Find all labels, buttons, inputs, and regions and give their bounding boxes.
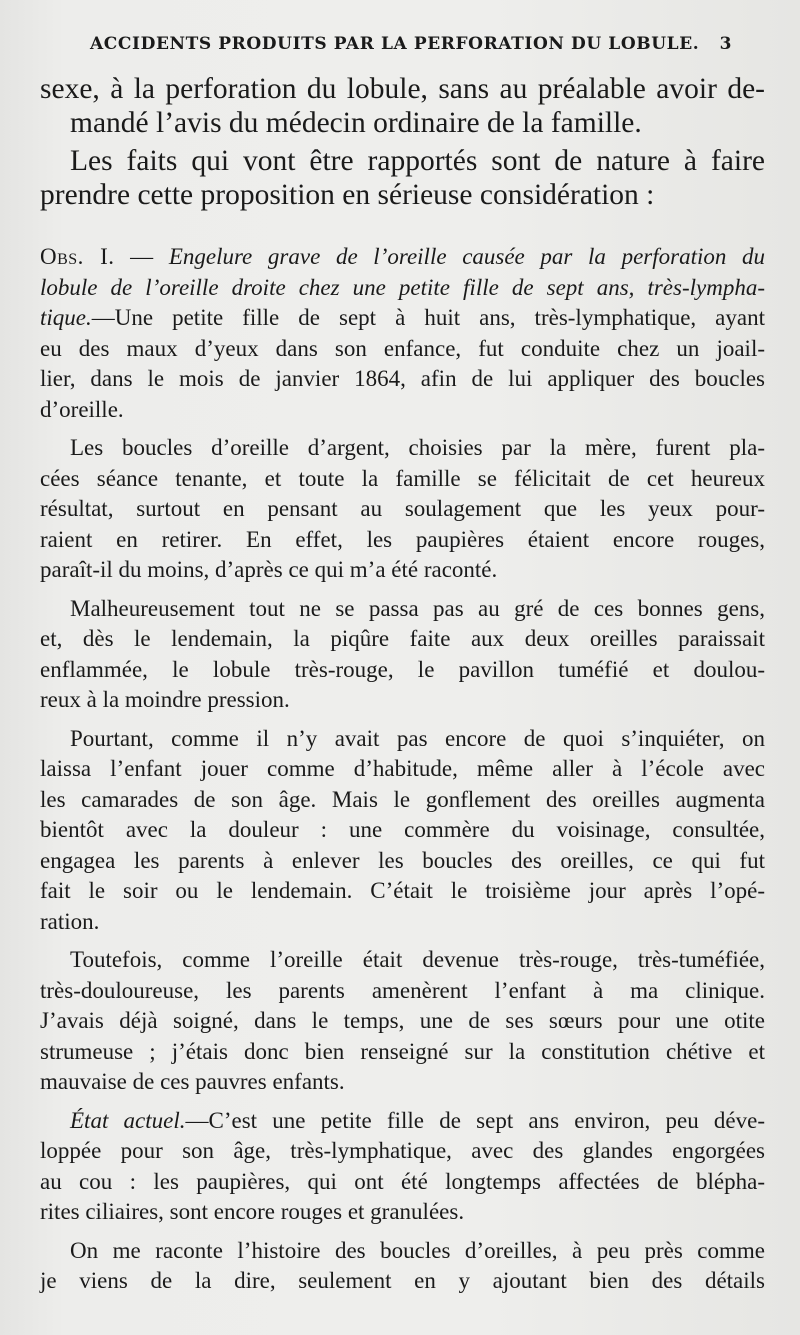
text-line: sexe, à la perforation du lobule, sans au préalable avoir de- xyxy=(40,73,765,105)
text-line: raient en retirer. En effet, les paupières étaient encore rouges, xyxy=(40,526,765,552)
observation-dash: — xyxy=(114,244,169,269)
text-line: prendre cette proposition en sérieuse considération : xyxy=(40,179,655,211)
text-line: J’avais déjà soigné, dans le temps, une de ses sœurs pour une otite xyxy=(40,1008,765,1033)
section-lead-text: —C’est une petite fille de sept ans environ, peu déve- xyxy=(185,1107,766,1133)
text-line: mauvaise de ces pauvres enfants. xyxy=(40,1069,345,1094)
observation-title-cont: lobule de l’oreille droite chez une petite fille de sept ans, très-lympha- xyxy=(40,274,765,300)
text-line xyxy=(40,1106,765,1137)
observation-title-end: tique. xyxy=(40,305,92,330)
text-line: très-douloureuse, les parents amenèrent l’enfant à ma clinique. xyxy=(40,977,765,1003)
observation-label: Obs. I. xyxy=(40,244,115,269)
intro-paragraph xyxy=(40,72,765,140)
paragraph-1 xyxy=(40,433,765,586)
text-line: laissa l’enfant jouer comme d’habitude, même aller à l’école avec xyxy=(40,756,765,781)
text-line: paraît-il du moins, d’après ce qui m’a été raconté. xyxy=(40,557,498,582)
text-line: Toutefois, comme l’oreille était devenue très-rouge, très-tuméfiée, xyxy=(70,947,765,972)
page-number: 3 xyxy=(719,34,732,54)
text-line: enflammée, le lobule très-rouge, le pavillon tuméfié et doulou- xyxy=(40,656,765,682)
text-line: Malheureusement tout ne se passa pas au gré de ces bonnes gens, xyxy=(70,595,765,621)
observation-title: Engelure grave de l’oreille causée par la perforation du xyxy=(168,244,766,269)
running-title: ACCIDENTS PRODUITS PAR LA PERFORATION DU LOBULE. xyxy=(90,34,700,54)
text-line: Les faits qui vont être rapportés sont de nature à faire xyxy=(70,145,765,177)
text-line: lier, dans le mois de janvier 1864, afin de lui appliquer des boucles xyxy=(40,366,765,391)
text-line: et, dès le lendemain, la piqûre faite aux deux oreilles paraissait xyxy=(40,626,765,651)
text-line: strumeuse ; j’étais donc bien renseigné sur la constitution chétive et xyxy=(40,1038,765,1064)
text-line: d’oreille. xyxy=(40,396,124,422)
text-line: loppée pour son âge, très-lymphatique, avec des glandes engorgées xyxy=(40,1138,765,1163)
text-line: reux à la moindre pression. xyxy=(40,687,290,712)
text-line: au cou : les paupières, qui ont été longtemps affectées de blépha- xyxy=(40,1168,765,1194)
text-line: fait le soir ou le lendemain. C’était le troisième jour après l’opé- xyxy=(40,878,765,903)
text-line: je viens de la dire, seulement en y ajoutant bien des détails xyxy=(40,1268,765,1293)
paragraph-3 xyxy=(40,724,765,938)
text-line: engagea les parents à enlever les boucles des oreilles, ce qui fut xyxy=(40,847,765,873)
text-line: les camarades de son âge. Mais le gonflement des oreilles augmenta xyxy=(40,786,765,812)
observation-title-line xyxy=(40,273,765,304)
observation-heading xyxy=(40,242,765,425)
text-line: Les boucles d’oreille d’argent, choisies par la mère, furent pla- xyxy=(70,435,765,460)
text-line: rites ciliaires, sont encore rouges et granulées. xyxy=(40,1199,465,1224)
observation-text-start: —Une petite fille de sept à huit ans, très-lymphatique, ayant xyxy=(91,305,765,330)
text-line: ration. xyxy=(40,908,100,934)
statement-paragraph xyxy=(40,144,765,212)
text-line: eu des maux d’yeux dans son enfance, fut conduite chez un joail- xyxy=(40,335,765,361)
observation-title-line xyxy=(40,242,765,273)
page-header xyxy=(90,34,732,60)
paragraph-4 xyxy=(40,945,765,1098)
body-text xyxy=(40,72,765,1297)
paragraph-2 xyxy=(40,594,765,716)
text-line: Pourtant, comme il n’y avait pas encore de quoi s’inquiéter, on xyxy=(70,725,765,751)
paragraph-5 xyxy=(40,1106,765,1228)
text-line: mandé l’avis du médecin ordinaire de la famille. xyxy=(70,107,642,139)
text-line: bientôt avec la douleur : une commère du voisinage, consultée, xyxy=(40,817,765,842)
section-lead: État actuel. xyxy=(70,1107,186,1133)
text-line: résultat, surtout en pensant au soulagement que les yeux pour- xyxy=(40,496,765,521)
paragraph-6 xyxy=(40,1236,765,1297)
text-line: On me raconte l’histoire des boucles d’oreilles, à peu près comme xyxy=(70,1237,765,1263)
observation-title-line xyxy=(40,303,765,334)
text-line: cées séance tenante, et toute la famille se félicitait de cet heureux xyxy=(40,465,765,491)
